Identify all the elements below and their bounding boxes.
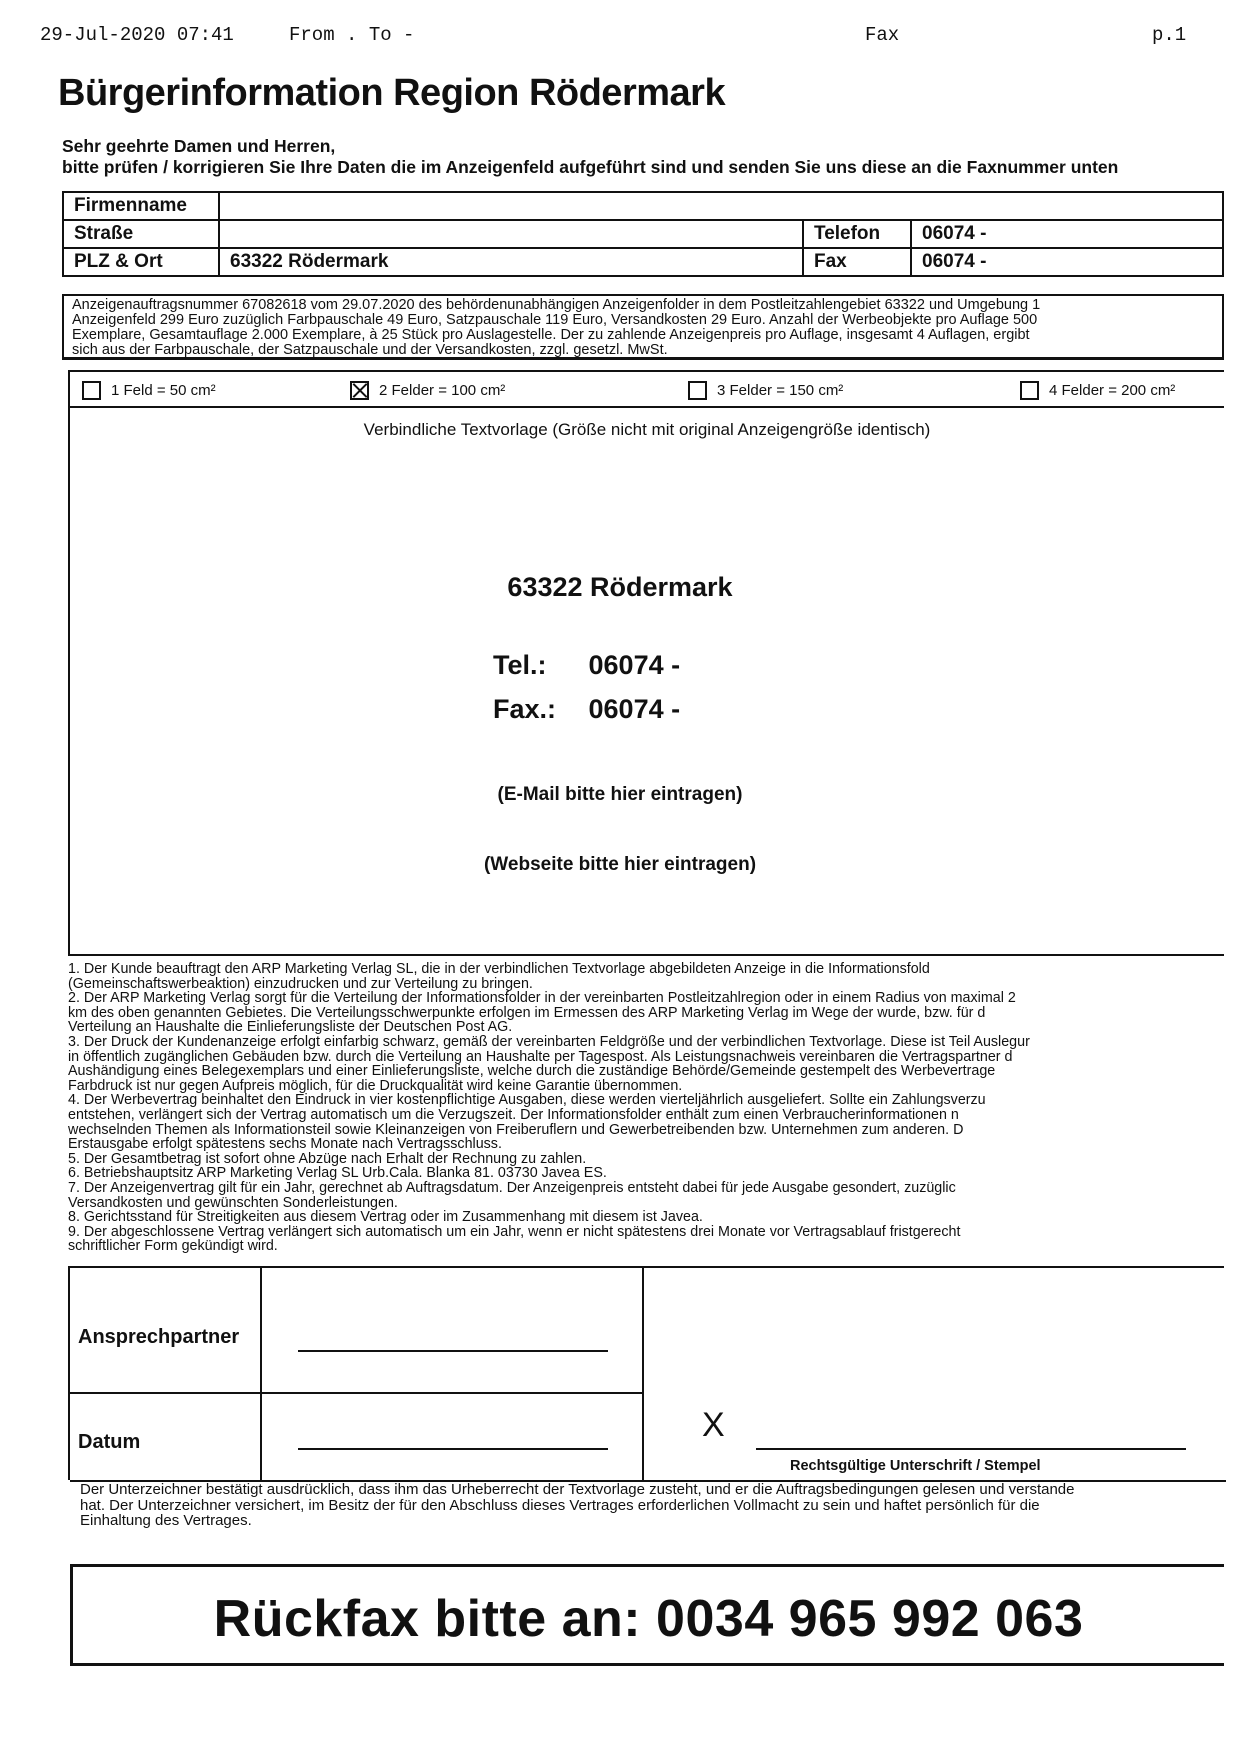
fax-transmission-header bbox=[40, 24, 1200, 52]
option-label: 4 Felder = 200 cm² bbox=[1049, 382, 1176, 399]
order-line: sich aus der Farbpauschale, der Satzpauschale und der Versandkosten, zzgl. gesetzl. MwSt. bbox=[72, 342, 668, 358]
option-2-felder[interactable] bbox=[350, 381, 505, 400]
ad-website-note: (Webseite bitte hier eintragen) bbox=[483, 854, 757, 875]
terms-line: in öffentlich zugänglichen Gebäuden bzw. durch die Verteilung an Haushalte per Tagespost. Als Leistungsnachweis vereinbaren die Vertragspartner d bbox=[68, 1048, 1013, 1065]
company-info-table bbox=[62, 191, 1224, 277]
declaration-text bbox=[68, 1480, 1224, 1531]
date-label: Datum bbox=[78, 1431, 141, 1453]
ad-fax-label: Fax.: bbox=[493, 694, 557, 724]
terms-line: 3. Der Druck der Kundenanzeige erfolgt einfarbig schwarz, gemäß der vereinbarten Feldgröße und der verbindlichen Textvorlage. Diese ist Teil Auslegur bbox=[68, 1033, 1030, 1050]
checkbox-checked[interactable] bbox=[350, 381, 369, 400]
declaration-line: Einhaltung des Vertrages. bbox=[80, 1512, 252, 1529]
terms-line: 1. Der Kunde beauftragt den ARP Marketing Verlag SL, die in der verbindlichen Textvorlage abgebildeten Anzeige in die Informationsfold bbox=[68, 962, 930, 977]
terms-line: 5. Der Gesamtbetrag ist sofort ohne Abzüge nach Erhalt der Rechnung zu zahlen. bbox=[68, 1150, 587, 1167]
fax-from-to: From . To - bbox=[289, 24, 415, 46]
order-description bbox=[62, 294, 1224, 360]
ad-caption: Verbindliche Textvorlage (Größe nicht mit original Anzeigengröße identisch) bbox=[363, 420, 931, 439]
fax-label: Fax bbox=[865, 24, 900, 46]
terms-line: 6. Betriebshauptsitz ARP Marketing Verlag SL Urb.Cala. Blanka 81. 03730 Javea ES. bbox=[68, 1165, 607, 1182]
checkbox[interactable] bbox=[1020, 381, 1039, 400]
terms-line: Versandkosten und gewünschten Sonderleistungen. bbox=[68, 1194, 398, 1211]
terms-line: km des oben genannten Gebietes. Die Verteilungsschwerpunkte erfolgen im Ermessen des ARP Marketing Verlag im Wege der wurde, bzw. für d bbox=[68, 1004, 986, 1021]
firmenname-field[interactable] bbox=[219, 192, 1223, 220]
terms-line: Aushändigung eines Belegexemplars und einer Einlieferungsliste, welche durch die zuständige Behörde/Gemeinde gestempelt des Werbevertrage bbox=[68, 1063, 996, 1080]
divider bbox=[70, 1392, 644, 1394]
contact-label: Ansprechpartner bbox=[78, 1326, 240, 1348]
order-line: Anzeigenfeld 299 Euro zuzüglich Farbpauschale 49 Euro, Satzpauschale 119 Euro, Versandkosten 29 Euro. Anzahl der Werbeobjekte pro Auflage 500 bbox=[72, 312, 1038, 328]
option-label: 3 Felder = 150 cm² bbox=[717, 382, 844, 399]
order-line: Exemplare, Gesamtauflage 2.000 Exemplare, à 25 Stück pro Auslagestelle. Der zu zahlende Anzeigenpreis pro Auflage, insgesamt 4 Auflagen, ergibt bbox=[72, 327, 1030, 343]
fax-page-number: p.1 bbox=[1152, 24, 1187, 46]
terms-line: 2. Der ARP Marketing Verlag sorgt für die Verteilung der Informationsfolder in der vereinbarten Postleitzahlregion oder in einem Radius von maximal 2 bbox=[68, 990, 1016, 1007]
terms-line: 9. Der abgeschlossene Vertrag verlängert sich automatisch um ein Jahr, wenn er nicht spätestens drei Monate vor Vertragsablauf fristgerecht bbox=[68, 1223, 961, 1240]
signature-x-mark: X bbox=[702, 1406, 725, 1444]
telefon-field[interactable]: 06074 - bbox=[911, 220, 1223, 248]
intro-text bbox=[62, 136, 1222, 178]
terms-line: Verteilung an Haushalte die Einlieferungsliste der Deutschen Post AG. bbox=[68, 1019, 513, 1036]
fax-datetime: 29-Jul-2020 07:41 bbox=[40, 24, 234, 46]
terms-line: schriftlicher Form gekündigt wird. bbox=[68, 1238, 278, 1254]
ad-fax-value: 06074 - bbox=[588, 694, 681, 724]
option-4-felder[interactable] bbox=[1020, 381, 1175, 400]
divider bbox=[260, 1268, 262, 1482]
return-fax-number: Rückfax bitte an: 0034 965 992 063 bbox=[213, 1590, 1084, 1648]
order-line: Anzeigenauftragsnummer 67082618 vom 29.07.2020 des behördenunabhängigen Anzeigenfolder in dem Postleitzahlengebiet 63322 und Umgebung 1 bbox=[72, 297, 1041, 313]
ad-email-note: (E-Mail bitte hier eintragen) bbox=[497, 784, 743, 805]
date-field[interactable] bbox=[298, 1448, 608, 1450]
terms-line: 8. Gerichtsstand für Streitigkeiten aus diesem Vertrag oder im Zusammenhang mit diesem ist Javea. bbox=[68, 1209, 703, 1226]
ad-tel-row bbox=[493, 650, 680, 681]
strasse-label: Straße bbox=[63, 220, 219, 248]
signature-caption: Rechtsgültige Unterschrift / Stempel bbox=[790, 1458, 1041, 1474]
checkbox[interactable] bbox=[688, 381, 707, 400]
firmenname-label: Firmenname bbox=[63, 192, 219, 220]
contact-field[interactable] bbox=[298, 1350, 608, 1352]
terms-line: Farbdruck ist nur gegen Aufpreis möglich, für die Druckqualität wird keine Garantie übernommen. bbox=[68, 1077, 683, 1094]
ad-size-options bbox=[70, 372, 1224, 408]
option-3-felder[interactable] bbox=[688, 381, 843, 400]
terms-line: 7. Der Anzeigenvertrag gilt für ein Jahr, gerechnet ab Auftragsdatum. Der Anzeigenpreis entsteht dabei für jede Ausgabe gesondert, zuzüglic bbox=[68, 1179, 956, 1196]
plz-ort-field[interactable]: 63322 Rödermark bbox=[219, 248, 803, 276]
declaration-line: hat. Der Unterzeichner versichert, im Besitz der für den Abschluss dieses Vertrages erforderlichen Vollmacht zu sein und haftet persönlich für die bbox=[80, 1496, 1040, 1514]
ad-city: 63322 Rödermark bbox=[507, 572, 733, 602]
fax-number-field[interactable]: 06074 - bbox=[911, 248, 1223, 276]
declaration-line: Der Unterzeichner bestätigt ausdrücklich, dass ihm das Urheberrecht der Textvorlage zusteht, und er die Auftragsbedingungen gelesen und verstande bbox=[80, 1481, 1075, 1498]
terms-line: Erstausgabe erfolgt spätestens sechs Monate nach Vertragsschluss. bbox=[68, 1136, 502, 1153]
divider bbox=[642, 1268, 644, 1482]
strasse-field[interactable] bbox=[219, 220, 803, 248]
checkbox[interactable] bbox=[82, 381, 101, 400]
signature-field[interactable] bbox=[756, 1448, 1186, 1450]
option-1-feld[interactable] bbox=[82, 381, 216, 400]
terms-line: 4. Der Werbevertrag beinhaltet den Eindruck in vier kostenpflichtige Ausgaben, diese werden vierteljährlich ausgeliefert. Sollte ein Zahlungsverzu bbox=[68, 1092, 986, 1109]
ad-tel-value: 06074 - bbox=[588, 650, 681, 680]
intro-greeting: Sehr geehrte Damen und Herren, bbox=[62, 136, 336, 156]
return-fax-box bbox=[70, 1564, 1224, 1666]
intro-instruction: bitte prüfen / korrigieren Sie Ihre Daten die im Anzeigenfeld aufgeführt sind und senden Sie uns diese an die Faxnummer unten bbox=[62, 157, 1119, 177]
option-label: 2 Felder = 100 cm² bbox=[379, 382, 506, 399]
terms-line: entstehen, verlängert sich der Vertrag automatisch um die Verzugszeit. Der Informationsfolder enthält zum einen Verbraucherinformationen n bbox=[68, 1106, 959, 1123]
fax-number-label: Fax bbox=[803, 248, 911, 276]
ad-tel-label: Tel.: bbox=[493, 650, 547, 680]
option-label: 1 Feld = 50 cm² bbox=[111, 382, 216, 399]
telefon-label: Telefon bbox=[803, 220, 911, 248]
terms-line: (Gemeinschaftswerbeaktion) einzudrucken und zur Verteilung zu bringen. bbox=[68, 975, 533, 992]
terms-and-conditions bbox=[68, 962, 1224, 1254]
terms-line: wechselnden Themen als Informationsteil sowie Kleinanzeigen von Freiberuflern und Gewerbetreibenden bzw. Unternehmen zum anderen. D bbox=[68, 1121, 964, 1138]
ad-fax-row bbox=[493, 694, 680, 725]
page-title: Bürgerinformation Region Rödermark bbox=[58, 72, 726, 114]
signature-section bbox=[68, 1266, 1224, 1480]
plz-ort-label: PLZ & Ort bbox=[63, 248, 219, 276]
